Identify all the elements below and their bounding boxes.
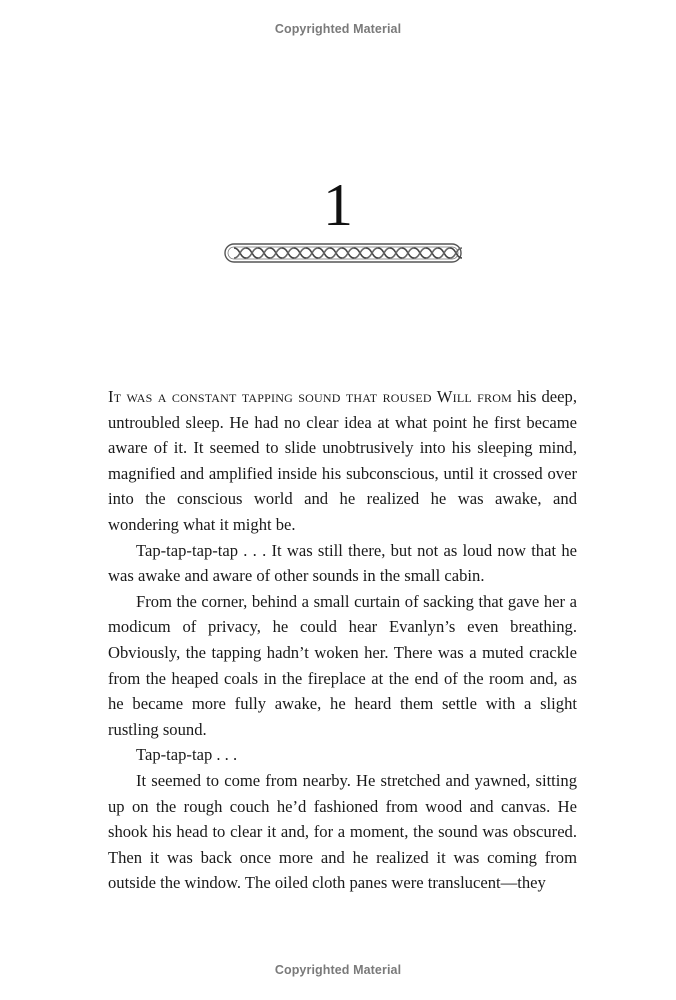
chapter-number: 1 (323, 172, 353, 238)
paragraph-3: From the corner, behind a small curtain of sacking that gave her a modicum of privacy, he could hear Evanlyn’s even breathing. Obviously, the tapping hadn’t woken her. There was a muted crackle from the heaped coals in the fireplace at the end of the room and, as he became more fully awake, he heard them settle with a slight rustling sound. (108, 591, 577, 739)
knot-strand (306, 248, 318, 258)
knot-strand (414, 248, 426, 258)
paragraph-4: Tap-tap-tap . . . (136, 745, 238, 765)
paragraph-1 (108, 384, 577, 538)
knot-strand (390, 248, 402, 258)
knot-strand (438, 248, 450, 258)
knot-strand (330, 248, 342, 258)
knot-strand (270, 248, 282, 258)
knot-strand (342, 248, 354, 258)
chapter-body (108, 384, 577, 896)
copyright-watermark-top: Copyrighted Material (274, 22, 402, 36)
knot-strand (426, 248, 438, 258)
knot-strand (234, 248, 246, 258)
knot-strand (246, 248, 258, 258)
copyright-watermark-bottom: Copyrighted Material (274, 963, 402, 977)
knot-strand (294, 248, 306, 258)
celtic-knot-ornament-icon (224, 242, 462, 264)
knot-strand (318, 248, 330, 258)
paragraph-1-text: his deep, untroubled sleep. He had no clear idea at what point he first became aware of it. It seemed to slide unobtrusively into his sleeping mind, magnified and amplified inside his subconscious, until it crossed over into the conscious world and he realized he was awake, and wondering what it might be. (108, 387, 577, 534)
opening-small-caps: It was a constant tapping sound that roused Will from (108, 387, 512, 406)
paragraph-5: It seemed to come from nearby. He stretched and yawned, sitting up on the rough couch he’d fashioned from wood and canvas. He shook his head to clear it and, for a moment, the sound was obscured. Then it was back once more and he realized it was coming from outside the window. The oiled cloth panes were translucent—they (108, 770, 577, 893)
knot-strand (354, 248, 366, 258)
knot-strand (378, 248, 390, 258)
knot-strand (282, 248, 294, 258)
paragraph-2: Tap-tap-tap-tap . . . It was still there, but not as loud now that he was awake and aware of other sounds in the small cabin. (108, 540, 577, 586)
knot-strand (258, 248, 270, 258)
knot-strand (402, 248, 414, 258)
knot-strand (366, 248, 378, 258)
